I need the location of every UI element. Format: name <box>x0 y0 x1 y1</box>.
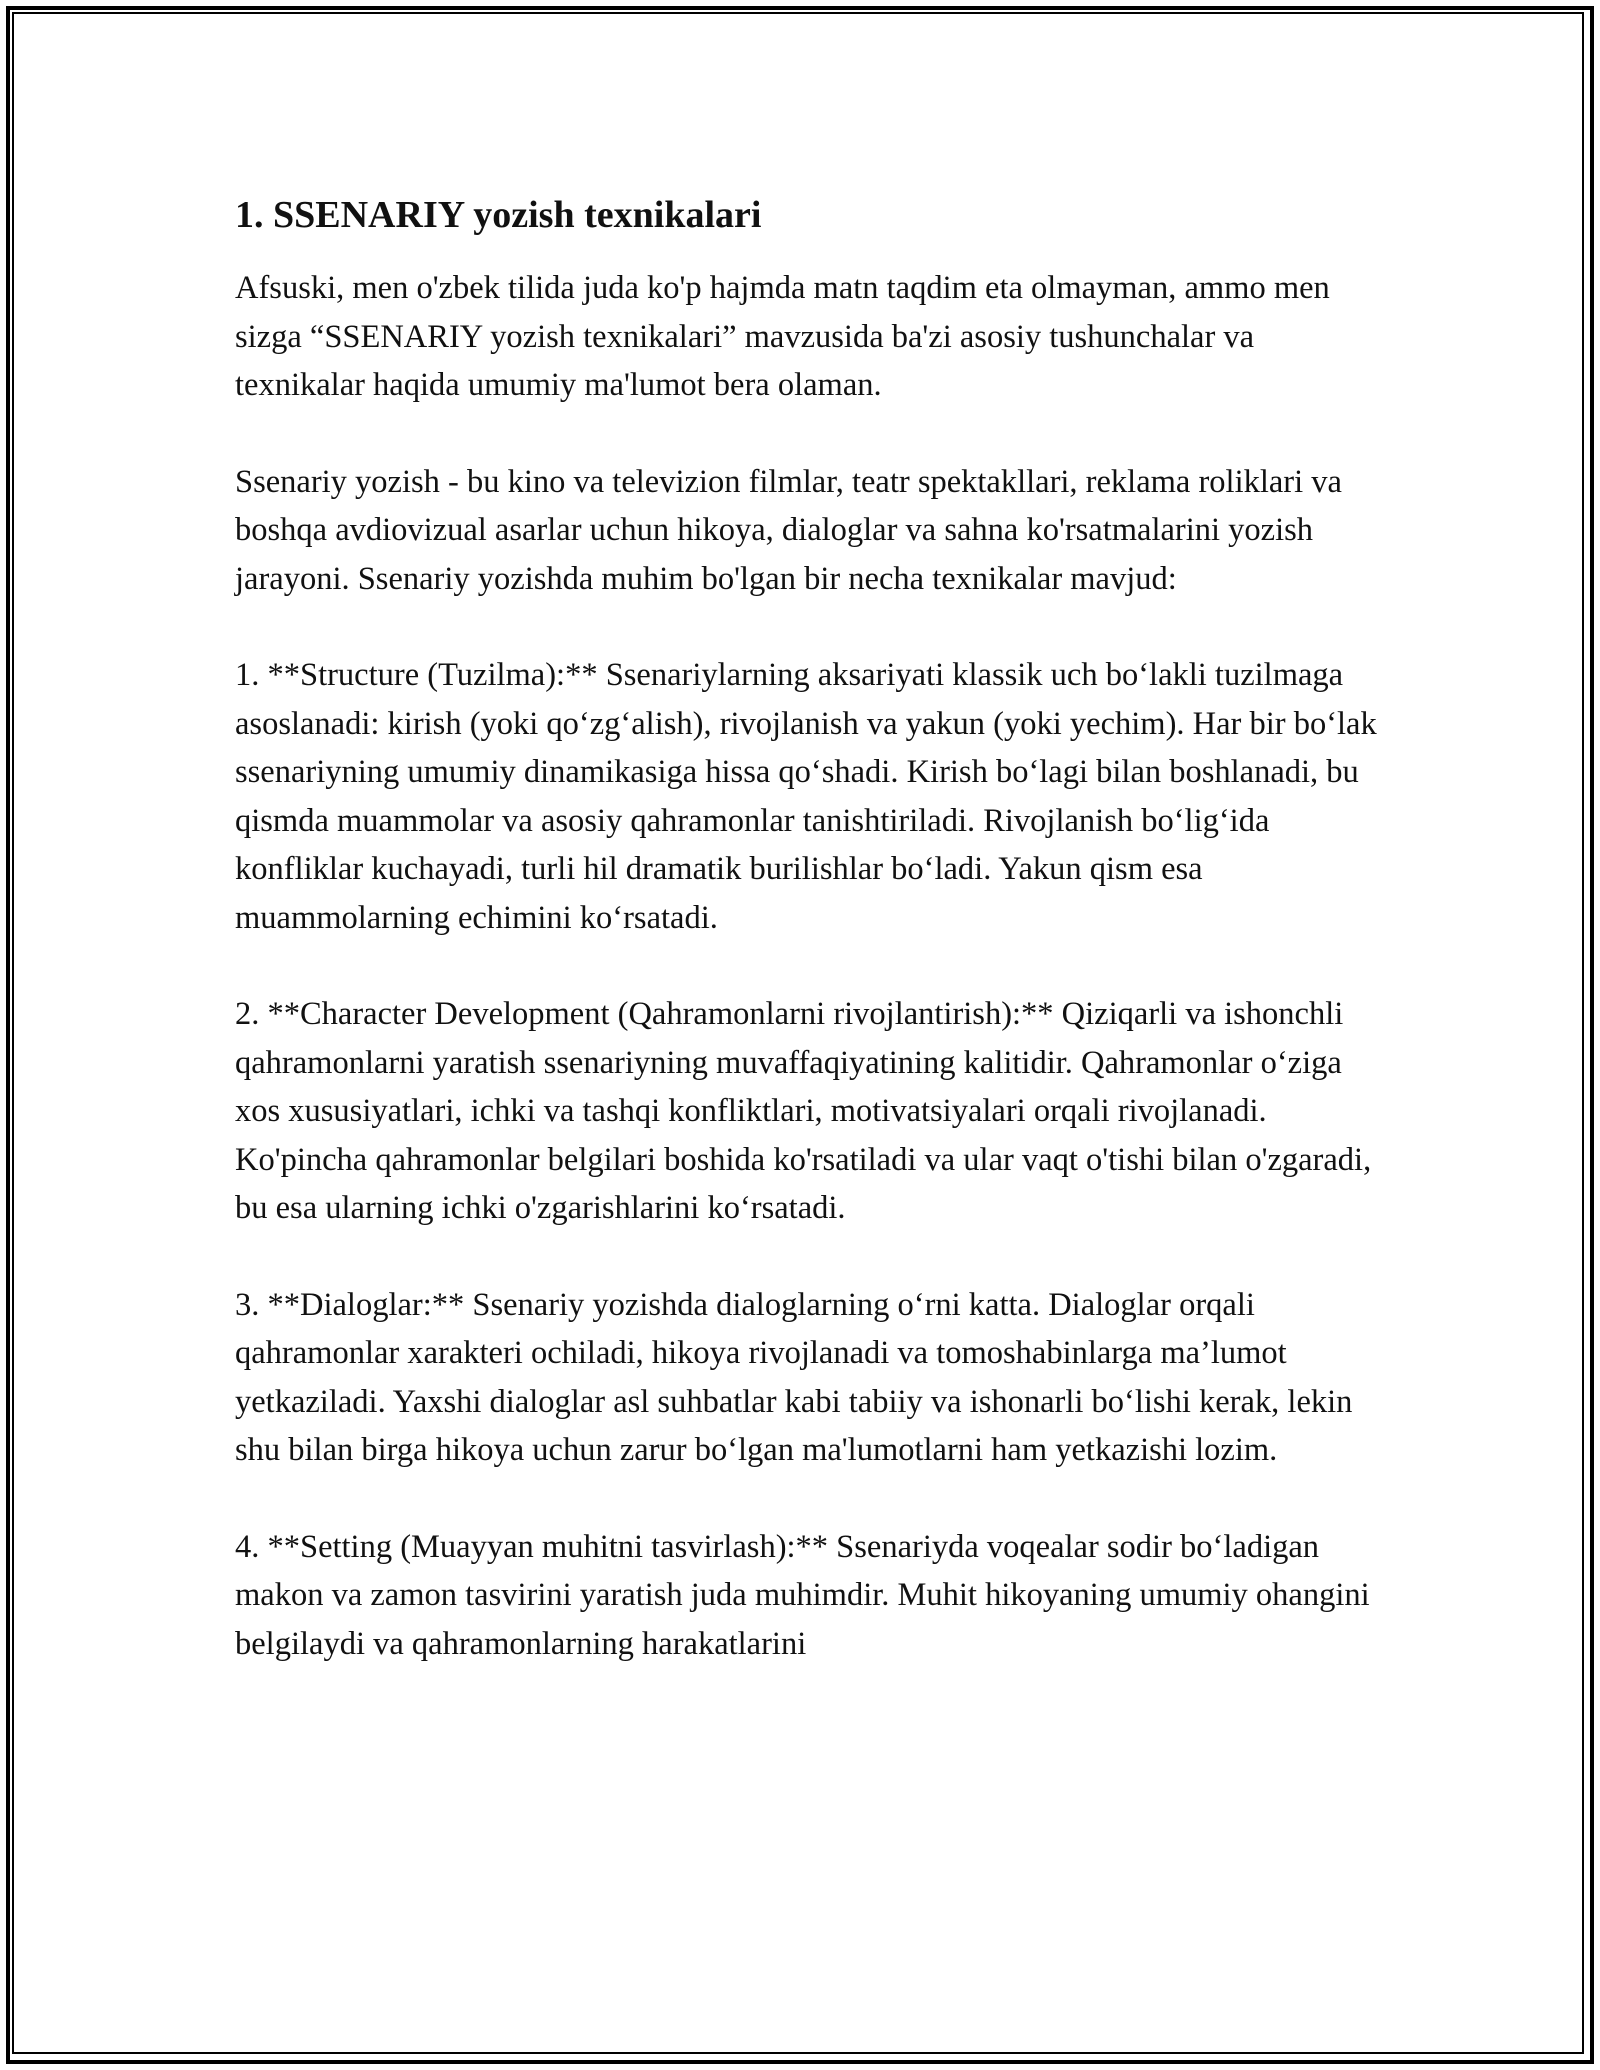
paragraph-character-development: 2. **Character Development (Qahramonlarni rivojlantirish):** Qiziqarli va ishonchli qahramonlarni yaratish ssenariyning muvaffaqiyatining kalitidir. Qahramonlar o‘ziga xos xususiyatlari, ichki va tashqi konfliktlari, motivatsiyalari orqali rivojlanadi. Ko'pincha qahramonlar belgilari boshida ko'rsatiladi va ular vaqt o'tishi bilan o'zgaradi, bu esa ularning ichki o'zgarishlarini ko‘rsatadi. <box>235 996 1372 1226</box>
section-heading: 1. SSENARIY yozish texnikalari <box>235 194 762 236</box>
paragraph-intro: Afsuski, men o'zbek tilida juda ko'p hajmda matn taqdim eta olmayman, ammo men sizga “SSENARIY yozish texnikalari” mavzusida ba'zi asosiy tushunchalar va texnikalar haqida umumiy ma'lumot bera olaman. <box>235 270 1330 403</box>
paragraph-setting: 4. **Setting (Muayyan muhitni tasvirlash):** Ssenariyda voqealar sodir bo‘ladigan makon va zamon tasvirini yaratish juda muhimdir. Muhit hikoyaning umumiy ohangini belgilaydi va qahramonlarning harakatlarini <box>235 1528 1370 1662</box>
document-page <box>235 186 1385 1668</box>
paragraph-definition: Ssenariy yozish - bu kino va televizion filmlar, teatr spektakllari, reklama roliklari va boshqa avdiovizual asarlar uchun hikoya, dialoglar va sahna ko'rsatmalarini yozish jarayoni. Ssenariy yozishda muhim bo'lgan bir necha texnikalar mavjud: <box>235 463 1342 597</box>
paragraph-structure: 1. **Structure (Tuzilma):** Ssenariylarning aksariyati klassik uch bo‘lakli tuzilmaga asoslanadi: kirish (yoki qo‘zg‘alish), rivojlanish va yakun (yoki yechim). Har bir bo‘lak ssenariyning umumiy dinamikasiga hissa qo‘shadi. Kirish bo‘lagi bilan boshlanadi, bu qismda muammolar va asosiy qahramonlar tanishtiriladi. Rivojlanish bo‘lig‘ida konfliklar kuchayadi, turli hil dramatik burilishlar bo‘ladi. Yakun qism esa muammolarning echimini ko‘rsatadi. <box>235 657 1377 936</box>
paragraph-dialogues: 3. **Dialoglar:** Ssenariy yozishda dialoglarning o‘rni katta. Dialoglar orqali qahramonlar xarakteri ochiladi, hikoya rivojlanadi va tomoshabinlarga ma’lumot yetkaziladi. Yaxshi dialoglar asl suhbatlar kabi tabiiy va ishonarli bo‘lishi kerak, lekin shu bilan birga hikoya uchun zarur bo‘lgan ma'lumotlarni ham yetkazishi lozim. <box>235 1286 1353 1468</box>
